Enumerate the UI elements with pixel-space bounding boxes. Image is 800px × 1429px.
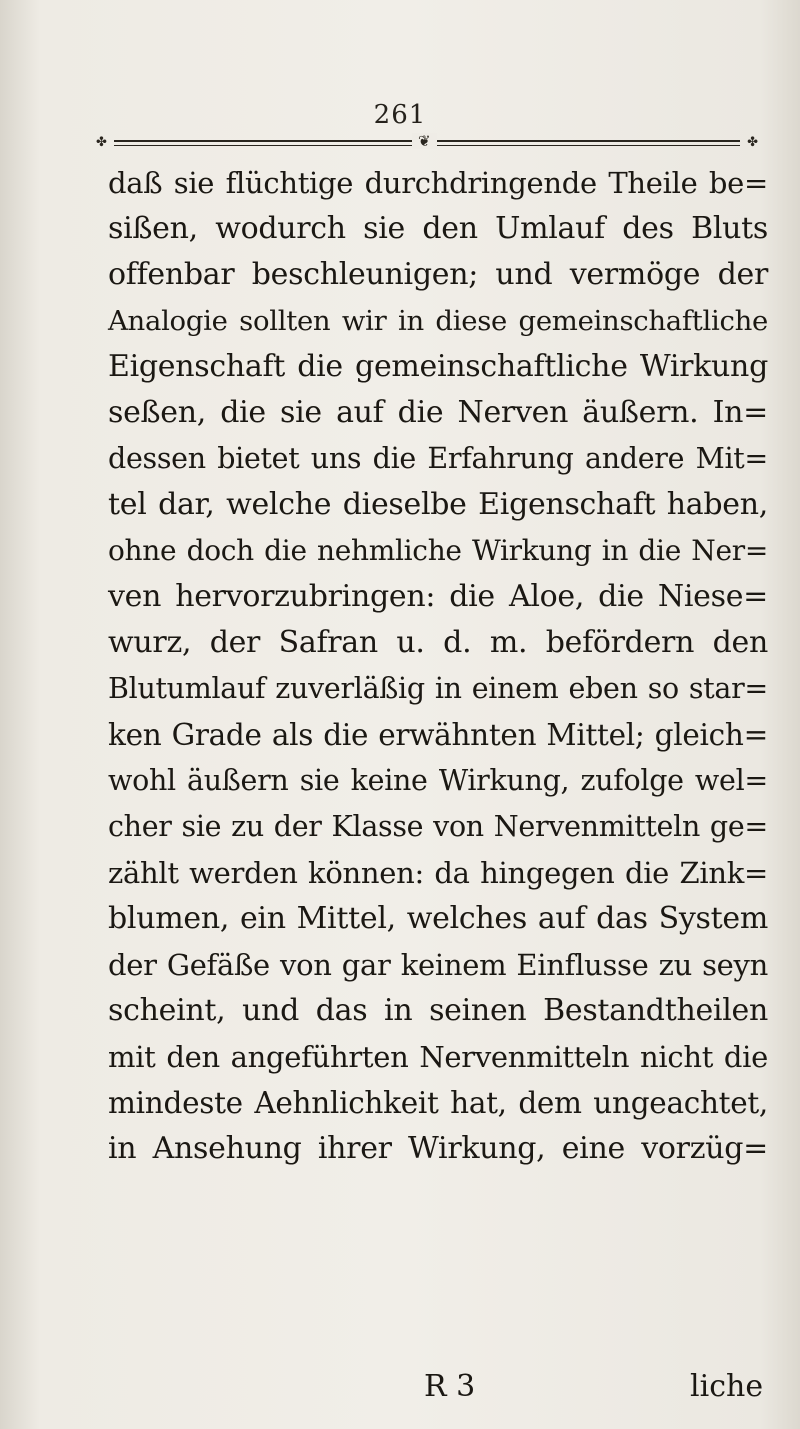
ornament-right-flourish: ✤ bbox=[747, 135, 758, 150]
text-line: der Gefäße von gar keinem Einflusse zu seyn bbox=[108, 948, 768, 982]
text-line: sißen, wodurch sie den Umlauf des Bluts bbox=[108, 211, 768, 246]
ornament-center-flourish: ❦ bbox=[412, 133, 437, 149]
text-line: wohl äußern sie keine Wirkung, zufolge wel= bbox=[108, 764, 768, 797]
text-line: mindeste Aehnlichkeit hat, dem ungeachtet, bbox=[108, 1086, 768, 1120]
text-line: in Ansehung ihrer Wirkung, eine vorzüg= bbox=[108, 1131, 768, 1166]
text-line: ohne doch die nehmliche Wirkung in die Ner= bbox=[108, 534, 768, 567]
text-line: scheint, und das in seinen Bestandtheilen bbox=[108, 993, 768, 1028]
text-line: tel dar, welche dieselbe Eigenschaft haben, bbox=[108, 487, 768, 522]
text-line: offenbar beschleunigen; und vermöge der bbox=[108, 257, 768, 292]
body-text bbox=[108, 160, 768, 1172]
text-line: wurz, der Safran u. d. m. befördern den bbox=[108, 625, 768, 660]
text-line: Analogie sollten wir in diese gemeinschaftliche bbox=[108, 305, 768, 337]
text-line: Eigenschaft die gemeinschaftliche Wirkung bbox=[108, 349, 768, 384]
page-footer bbox=[0, 1364, 800, 1410]
text-line: seßen, die sie auf die Nerven äußern. In= bbox=[108, 395, 768, 430]
text-line: blumen, ein Mittel, welches auf das System bbox=[108, 901, 768, 936]
signature-mark: R 3 bbox=[424, 1369, 476, 1404]
text-line: Blutumlauf zuverläßig in einem eben so star= bbox=[108, 672, 768, 705]
header-ornament-rule bbox=[96, 132, 758, 150]
text-line: daß sie flüchtige durchdringende Theile be= bbox=[108, 166, 768, 200]
catchword: liche bbox=[690, 1369, 764, 1404]
page-number: 261 bbox=[373, 100, 427, 130]
text-line: dessen bietet uns die Erfahrung andere Mit= bbox=[108, 442, 768, 475]
text-line: zählt werden können: da hingegen die Zink= bbox=[108, 856, 768, 890]
ornament-left-flourish: ✤ bbox=[96, 135, 107, 150]
text-line: mit den angeführten Nervenmitteln nicht die bbox=[108, 1040, 768, 1074]
text-line: ken Grade als die erwähnten Mittel; gleich= bbox=[108, 718, 768, 752]
text-line: cher sie zu der Klasse von Nervenmitteln ge= bbox=[108, 810, 768, 843]
text-line: ven hervorzubringen: die Aloe, die Niese= bbox=[108, 579, 768, 614]
